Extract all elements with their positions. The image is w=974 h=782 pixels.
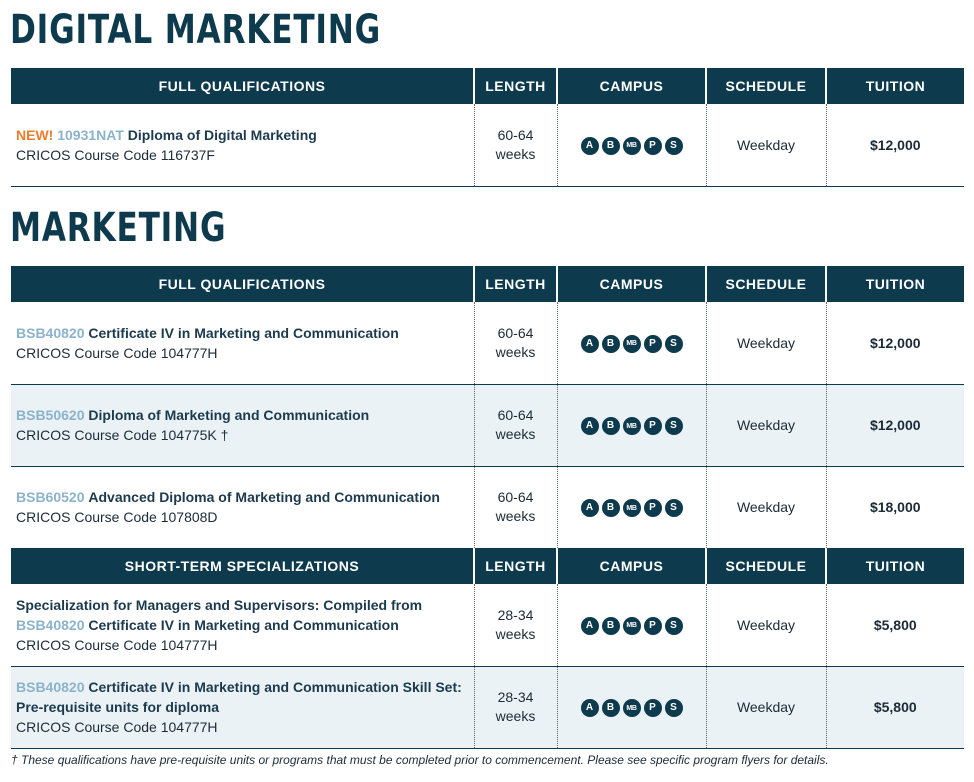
tuition-cell: $12,000 bbox=[826, 302, 964, 384]
course-name: Diploma of Marketing and Communication bbox=[88, 407, 370, 423]
table-row bbox=[11, 384, 964, 466]
campus-badge-b: B bbox=[602, 335, 620, 353]
course-name: Advanced Diploma of Marketing and Communication bbox=[88, 489, 440, 505]
course-code: 10931NAT bbox=[57, 126, 124, 143]
campus-badge-a: A bbox=[581, 699, 599, 717]
header-schedule: SCHEDULE bbox=[706, 266, 826, 302]
tuition-cell: $18,000 bbox=[826, 466, 964, 548]
schedule-cell: Weekday bbox=[706, 384, 826, 466]
course-cell bbox=[11, 584, 474, 666]
campus-badge-mb: MB bbox=[623, 699, 641, 717]
campus-badge-s: S bbox=[665, 335, 683, 353]
section-title-marketing: MARKETING bbox=[10, 205, 227, 251]
campus-badge-s: S bbox=[665, 617, 683, 635]
table-row bbox=[11, 666, 964, 748]
campus-badge-b: B bbox=[602, 617, 620, 635]
campus-badge-p: P bbox=[644, 699, 662, 717]
header-length: LENGTH bbox=[474, 266, 557, 302]
campus-badge-a: A bbox=[581, 335, 599, 353]
campus-badge-a: A bbox=[581, 617, 599, 635]
campus-badge-mb: MB bbox=[623, 617, 641, 635]
schedule-cell: Weekday bbox=[706, 666, 826, 748]
course-name: Certificate IV in Marketing and Communication bbox=[88, 324, 399, 341]
header-tuition: TUITION bbox=[826, 548, 964, 584]
header-tuition: TUITION bbox=[826, 266, 964, 302]
header-campus: CAMPUS bbox=[557, 68, 706, 104]
campus-badge-b: B bbox=[602, 137, 620, 155]
length-unit: weeks bbox=[495, 508, 536, 524]
campus-cell bbox=[557, 384, 706, 466]
cricos-code: CRICOS Course Code 116737F bbox=[16, 146, 215, 163]
campus-badge-s: S bbox=[665, 417, 683, 435]
cricos-code: CRICOS Course Code 104775K † bbox=[16, 427, 229, 443]
campus-badge-p: P bbox=[644, 499, 662, 517]
campus-badge-b: B bbox=[602, 417, 620, 435]
course-code: BSB40820 bbox=[16, 616, 85, 633]
header-length: LENGTH bbox=[474, 548, 557, 584]
campus-badge-p: P bbox=[644, 335, 662, 353]
table-row bbox=[11, 584, 964, 666]
course-name: Certificate IV in Marketing and Communication Skill Set: Pre-requisite units for diploma bbox=[16, 679, 462, 715]
length-cell bbox=[474, 466, 557, 548]
header-qualifications: FULL QUALIFICATIONS bbox=[11, 68, 474, 104]
campus-cell bbox=[557, 666, 706, 748]
campus-badge-s: S bbox=[665, 137, 683, 155]
table-header-row bbox=[11, 548, 964, 584]
campus-badge-p: P bbox=[644, 137, 662, 155]
header-campus: CAMPUS bbox=[557, 548, 706, 584]
header-qualifications: FULL QUALIFICATIONS bbox=[11, 266, 474, 302]
campus-badge-p: P bbox=[644, 617, 662, 635]
course-cell bbox=[11, 666, 474, 748]
cricos-code: CRICOS Course Code 107808D bbox=[16, 509, 218, 525]
schedule-cell: Weekday bbox=[706, 584, 826, 666]
course-name: Certificate IV in Marketing and Communication bbox=[88, 616, 399, 633]
length-cell bbox=[474, 104, 557, 186]
campus-cell bbox=[557, 302, 706, 384]
cricos-code: CRICOS Course Code 104777H bbox=[16, 719, 218, 735]
length-unit: weeks bbox=[495, 145, 536, 162]
tuition-cell: $12,000 bbox=[826, 104, 964, 186]
campus-cell bbox=[557, 104, 706, 186]
schedule-cell: Weekday bbox=[706, 302, 826, 384]
tuition-cell: $12,000 bbox=[826, 384, 964, 466]
length-cell bbox=[474, 666, 557, 748]
length-range: 60-64 bbox=[497, 407, 534, 423]
new-label: NEW! bbox=[16, 126, 54, 143]
header-tuition: TUITION bbox=[826, 68, 964, 104]
course-cell bbox=[11, 466, 474, 548]
campus-badge-s: S bbox=[665, 699, 683, 717]
header-length: LENGTH bbox=[474, 68, 557, 104]
schedule-cell: Weekday bbox=[706, 104, 826, 186]
length-range: 60-64 bbox=[497, 126, 534, 143]
course-cell bbox=[11, 384, 474, 466]
course-cell bbox=[11, 302, 474, 384]
campus-badge-mb: MB bbox=[623, 335, 641, 353]
digital-marketing-table bbox=[11, 68, 964, 187]
campus-badge-a: A bbox=[581, 499, 599, 517]
campus-badge-p: P bbox=[644, 417, 662, 435]
campus-badge-b: B bbox=[602, 699, 620, 717]
header-schedule: SCHEDULE bbox=[706, 68, 826, 104]
campus-badge-a: A bbox=[581, 417, 599, 435]
length-cell bbox=[474, 384, 557, 466]
table-row bbox=[11, 466, 964, 548]
length-range: 60-64 bbox=[497, 489, 534, 505]
course-code: BSB40820 bbox=[16, 324, 85, 341]
course-code: BSB60520 bbox=[16, 489, 85, 505]
tuition-cell: $5,800 bbox=[826, 584, 964, 666]
length-cell bbox=[474, 584, 557, 666]
table-header-row bbox=[11, 266, 964, 302]
header-specializations: SHORT-TERM SPECIALIZATIONS bbox=[11, 548, 474, 584]
table-header-row bbox=[11, 68, 964, 104]
cricos-code: CRICOS Course Code 104777H bbox=[16, 344, 218, 361]
campus-badge-b: B bbox=[602, 499, 620, 517]
course-cell bbox=[11, 104, 474, 186]
header-campus: CAMPUS bbox=[557, 266, 706, 302]
campus-badge-s: S bbox=[665, 499, 683, 517]
cricos-code: CRICOS Course Code 104777H bbox=[16, 636, 218, 653]
length-unit: weeks bbox=[495, 426, 536, 442]
length-cell bbox=[474, 302, 557, 384]
course-code: BSB50620 bbox=[16, 407, 85, 423]
table-row bbox=[11, 302, 964, 384]
length-range: 60-64 bbox=[497, 324, 534, 341]
length-unit: weeks bbox=[495, 708, 536, 724]
length-range: 28-34 bbox=[497, 606, 534, 623]
table-row bbox=[11, 104, 964, 186]
campus-badge-a: A bbox=[581, 137, 599, 155]
length-range: 28-34 bbox=[497, 689, 534, 705]
header-schedule: SCHEDULE bbox=[706, 548, 826, 584]
course-name: Diploma of Digital Marketing bbox=[127, 126, 317, 143]
campus-badge-mb: MB bbox=[623, 417, 641, 435]
footnote: † These qualifications have pre-requisite units or programs that must be completed prior to commencement. Please see specific program flyers for details. bbox=[11, 753, 829, 767]
campus-badge-mb: MB bbox=[623, 499, 641, 517]
length-unit: weeks bbox=[495, 625, 536, 642]
length-unit: weeks bbox=[495, 343, 536, 360]
section-title-digital-marketing: DIGITAL MARKETING bbox=[10, 7, 382, 53]
campus-cell bbox=[557, 584, 706, 666]
specialization-prefix: Specialization for Managers and Supervisors: Compiled from bbox=[16, 596, 423, 613]
tuition-cell: $5,800 bbox=[826, 666, 964, 748]
marketing-table bbox=[11, 266, 964, 749]
campus-badge-mb: MB bbox=[623, 137, 641, 155]
course-code: BSB40820 bbox=[16, 679, 85, 695]
campus-cell bbox=[557, 466, 706, 548]
schedule-cell: Weekday bbox=[706, 466, 826, 548]
